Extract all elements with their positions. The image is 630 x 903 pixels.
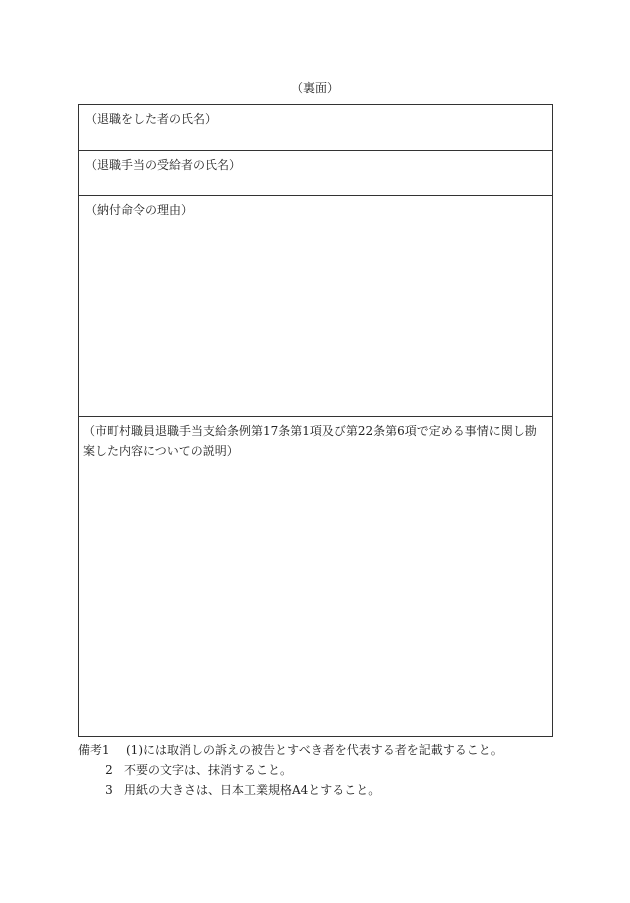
note-text: 用紙の大きさは、日本工業規格A4とすること。 <box>124 783 381 797</box>
retiree-name-field[interactable] <box>79 105 552 150</box>
recipient-name-label: （退職手当の受給者の氏名） <box>85 158 242 172</box>
note-item <box>78 760 578 780</box>
notes-prefix: 備考1 <box>78 743 110 757</box>
note-number: 2 <box>105 763 113 777</box>
circumstances-explanation-field[interactable] <box>79 416 552 736</box>
recipient-name-field[interactable] <box>79 150 552 195</box>
payment-order-reason-field[interactable] <box>79 195 552 416</box>
note-item <box>78 740 578 760</box>
notes-section <box>78 740 578 800</box>
circumstances-explanation-label: （市町村職員退職手当支給条例第17条第1項及び第22条第6項で定める事情に関し勘案した内容についての説明） <box>83 424 537 458</box>
note-text: 不要の文字は、抹消すること。 <box>124 763 293 777</box>
page-heading: （裏面） <box>290 81 339 95</box>
form-table <box>78 104 553 737</box>
note-text: (1)には取消しの訴えの被告とすべき者を代表する者を記載すること。 <box>126 743 503 757</box>
payment-order-reason-label: （納付命令の理由） <box>85 203 194 217</box>
note-number: 3 <box>105 783 113 797</box>
retiree-name-label: （退職をした者の氏名） <box>85 112 218 126</box>
note-item <box>78 780 578 800</box>
